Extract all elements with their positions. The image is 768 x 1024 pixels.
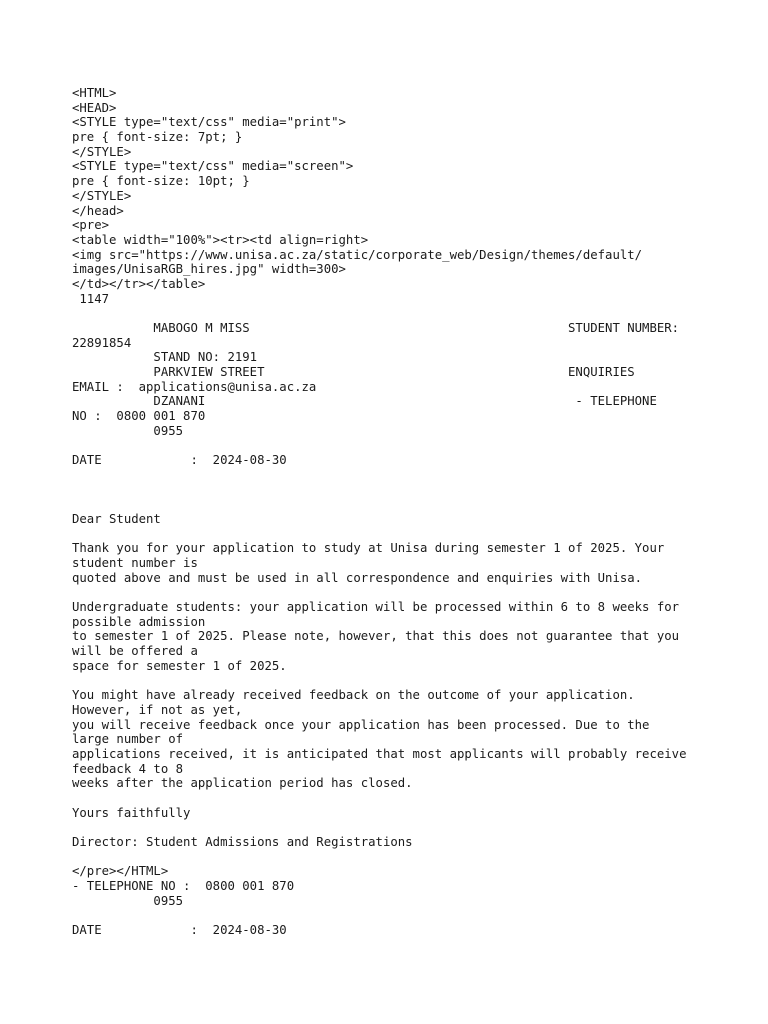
source-line-style-print-close: </STYLE> xyxy=(72,144,132,159)
blank-line xyxy=(72,791,732,806)
source-line-head-close: </head> xyxy=(72,203,124,218)
blank-line xyxy=(72,850,732,865)
trailing-postal-code-line: 0955 xyxy=(72,893,184,908)
paragraph-1-line: student number is xyxy=(72,556,198,570)
blank-line xyxy=(72,439,732,454)
paragraph-3-line: applications received, it is anticipated that most applicants will probably receive xyxy=(72,746,687,761)
closing: Yours faithfully xyxy=(72,805,191,820)
source-line-img-src: <img src="https://www.unisa.ac.za/static/corporate_web/Design/themes/default/ xyxy=(72,247,643,262)
paragraph-2-line: Undergraduate students: your application will be processed within 6 to 8 weeks for xyxy=(72,600,680,615)
trailing-telephone-line: - TELEPHONE NO : 0800 001 870 xyxy=(72,879,295,894)
paragraph-2-line: space for semester 1 of 2025. xyxy=(72,658,287,673)
address-postal-code-line: 0955 xyxy=(72,423,184,438)
paragraph-3-line: you will receive feedback once your application has been processed. Due to the xyxy=(72,717,650,732)
blank-line xyxy=(72,527,732,542)
source-line-img-src-cont: images/UnisaRGB_hires.jpg" width=300> xyxy=(72,262,346,277)
paragraph-3-line: However, if not as yet, xyxy=(72,702,243,717)
signatory-title: Director: Student Admissions and Registrations xyxy=(72,835,413,850)
source-line-style-print-open: <STYLE type="text/css" media="print"> xyxy=(72,115,346,130)
address-street-line: PARKVIEW STREET ENQUIRIES xyxy=(72,365,635,380)
salutation: Dear Student xyxy=(72,511,161,526)
source-line-style-print-rule: pre { font-size: 7pt; } xyxy=(72,130,243,145)
source-line-style-screen-close: </STYLE> xyxy=(72,188,132,203)
blank-line xyxy=(72,674,732,689)
blank-line xyxy=(72,497,732,512)
source-line-style-screen-rule: pre { font-size: 10pt; } xyxy=(72,174,250,189)
address-stand-line: STAND NO: 2191 xyxy=(72,350,258,365)
source-line-pre-html-close: </pre></HTML> xyxy=(72,864,169,879)
enquiries-email-line: EMAIL : applications@unisa.ac.za xyxy=(72,379,317,394)
trailing-date-line: DATE : 2024-08-30 xyxy=(72,923,287,938)
blank-line xyxy=(72,909,732,924)
paragraph-1-line: Thank you for your application to study at Unisa during semester 1 of 2025. Your xyxy=(72,541,665,556)
source-line-table-open: <table width="100%"><tr><td align=right> xyxy=(72,232,369,247)
student-number-value: 22891854 xyxy=(72,335,132,350)
letter-document xyxy=(72,86,732,938)
source-line-html-open: <HTML> xyxy=(72,86,117,100)
reference-code: 1147 xyxy=(72,291,110,306)
blank-line xyxy=(72,820,732,835)
blank-line xyxy=(72,585,732,600)
address-town-line: DZANANI - TELEPHONE xyxy=(72,394,657,409)
paragraph-3-line: You might have already received feedback on the outcome of your application. xyxy=(72,688,635,703)
source-line-style-screen-open: <STYLE type="text/css" media="screen"> xyxy=(72,159,354,174)
source-line-table-close: </td></tr></table> xyxy=(72,276,206,291)
paragraph-3-line: weeks after the application period has closed. xyxy=(72,776,413,791)
paragraph-3-line: feedback 4 to 8 xyxy=(72,761,184,776)
paragraph-3-line: large number of xyxy=(72,732,184,747)
paragraph-2-line: possible admission xyxy=(72,614,206,629)
addressee-name-line: MABOGO M MISS STUDENT NUMBER: xyxy=(72,321,680,335)
paragraph-1-line: quoted above and must be used in all correspondence and enquiries with Unisa. xyxy=(72,570,643,585)
blank-line xyxy=(72,468,732,483)
paragraph-2-line: to semester 1 of 2025. Please note, however, that this does not guarantee that you xyxy=(72,629,680,644)
blank-line xyxy=(72,483,732,498)
source-line-head-open: <HEAD> xyxy=(72,100,117,115)
telephone-number-line: NO : 0800 001 870 xyxy=(72,409,206,424)
source-line-pre-open: <pre> xyxy=(72,218,110,233)
paragraph-2-line: will be offered a xyxy=(72,644,198,659)
date-line: DATE : 2024-08-30 xyxy=(72,453,287,468)
blank-line xyxy=(72,306,732,321)
